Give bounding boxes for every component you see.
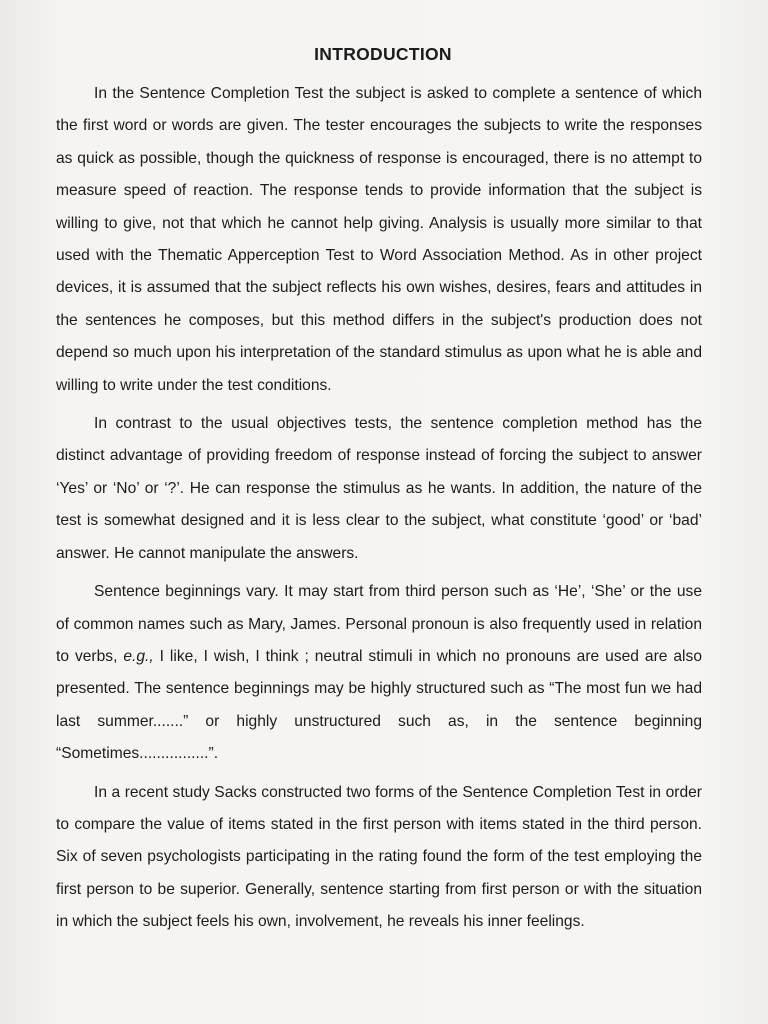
paragraph-3 bbox=[56, 576, 702, 770]
paragraph-2: In contrast to the usual objectives tests, the sentence completion method has the distinct advantage of providing freedom of response instead of forcing the subject to answer ‘Yes’ or ‘No’ or ‘?’. He can response the stimulus as he wants. In addition, the nature of the test is somewhat designed and it is less clear to the subject, what constitute ‘good’ or ‘bad’ answer. He cannot manipulate the answers. bbox=[56, 415, 702, 562]
page-title: INTRODUCTION bbox=[314, 44, 452, 64]
paragraph-4: In a recent study Sacks constructed two forms of the Sentence Completion Test in order to compare the value of items stated in the first person with items stated in the third person. Six of seven psychologists participating in the rating found the form of the test employing the first person to be superior. Generally, sentence starting from first person or with the situation in which the subject feels his own, involvement, he reveals his inner feelings. bbox=[56, 783, 702, 931]
paragraph-1: In the Sentence Completion Test the subject is asked to complete a sentence of which the first word or words are given. The tester encourages the subjects to write the responses as quick as possible, though the quickness of response is encouraged, there is no attempt to measure speed of reaction. The response tends to provide information that the subject is willing to give, not that which he cannot help giving. Analysis is usually more similar to that used with the Thematic Apperception Test to Word Association Method. As in other project devices, it is assumed that the subject reflects his own wishes, desires, fears and attitudes in the sentences he composes, but this method differs in the subject's production does not depend so much upon his interpretation of the standard stimulus as upon what he is able and willing to write under the test conditions. bbox=[56, 85, 702, 394]
paragraph-3-text-end: I like, I wish, I think ; neutral stimuli in which no pronouns are used are also presented. The sentence beginnings may be highly structured such as “The most fun we had last summer.......” or highly unstructured such as, in the sentence beginning “Sometimes................”. bbox=[56, 647, 702, 763]
paragraph-3-text-start: Sentence beginnings vary. It may start from third person such as ‘He’, ‘She’ or the use of common names such as Mary, James. Personal pronoun is also frequently used in relation to verbs, bbox=[56, 583, 702, 665]
paragraph-3-italic-eg: e.g., bbox=[123, 647, 154, 665]
